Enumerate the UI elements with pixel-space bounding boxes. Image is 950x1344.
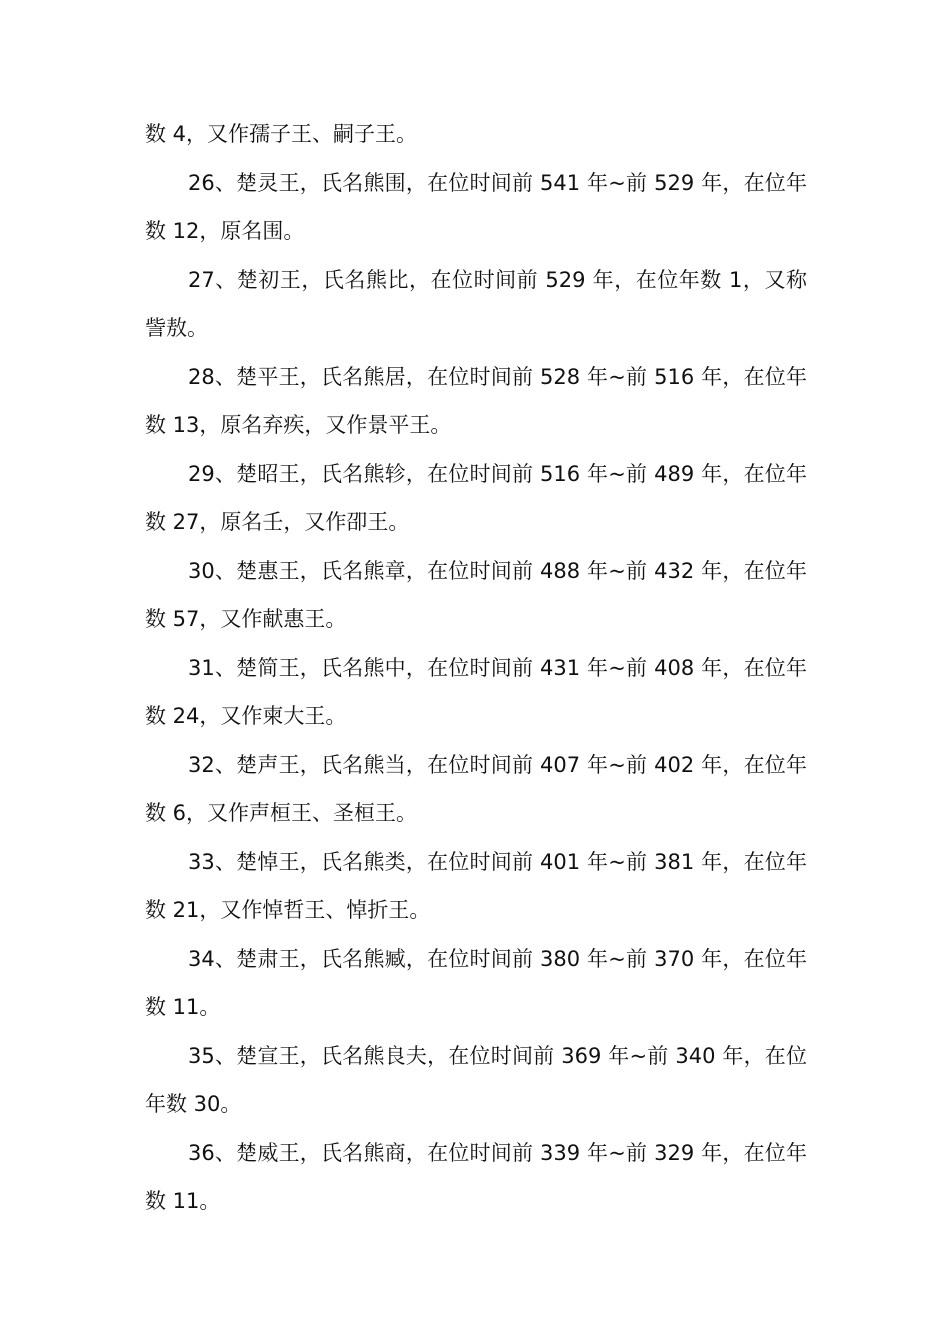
continuation-paragraph: 数 4，又作孺子王、嗣子王。 xyxy=(145,122,418,146)
entry-paragraph-28: 28、楚平王，氏名熊居，在位时间前 528 年~前 516 年，在位年数 13，原名弃疾，又作景平王。 xyxy=(145,364,807,437)
entry-paragraph-29: 29、楚昭王，氏名熊轸，在位时间前 516 年~前 489 年，在位年数 27，原名壬，又作卲王。 xyxy=(145,461,807,534)
entry-paragraph-34: 34、楚肃王，氏名熊臧，在位时间前 380 年~前 370 年，在位年数 11。 xyxy=(145,946,807,1019)
entry-paragraph-33: 33、楚悼王，氏名熊类，在位时间前 401 年~前 381 年，在位年数 21，又作悼哲王、悼折王。 xyxy=(145,849,807,922)
entry-paragraph-31: 31、楚简王，氏名熊中，在位时间前 431 年~前 408 年，在位年数 24，又作柬大王。 xyxy=(145,655,807,728)
entry-paragraph-27: 27、楚初王，氏名熊比，在位时间前 529 年，在位年数 1，又称訾敖。 xyxy=(145,267,807,340)
entry-paragraph-32: 32、楚声王，氏名熊当，在位时间前 407 年~前 402 年，在位年数 6，又作声桓王、圣桓王。 xyxy=(145,752,807,825)
entry-paragraph-35: 35、楚宣王，氏名熊良夫，在位时间前 369 年~前 340 年，在位年数 30。 xyxy=(145,1043,807,1116)
document-body xyxy=(145,110,807,1226)
entry-paragraph-36: 36、楚威王，氏名熊商，在位时间前 339 年~前 329 年，在位年数 11。 xyxy=(145,1140,807,1213)
entry-paragraph-26: 26、楚灵王，氏名熊围，在位时间前 541 年~前 529 年，在位年数 12，原名围。 xyxy=(145,170,807,243)
entry-paragraph-30: 30、楚惠王，氏名熊章，在位时间前 488 年~前 432 年，在位年数 57，又作献惠王。 xyxy=(145,558,807,631)
